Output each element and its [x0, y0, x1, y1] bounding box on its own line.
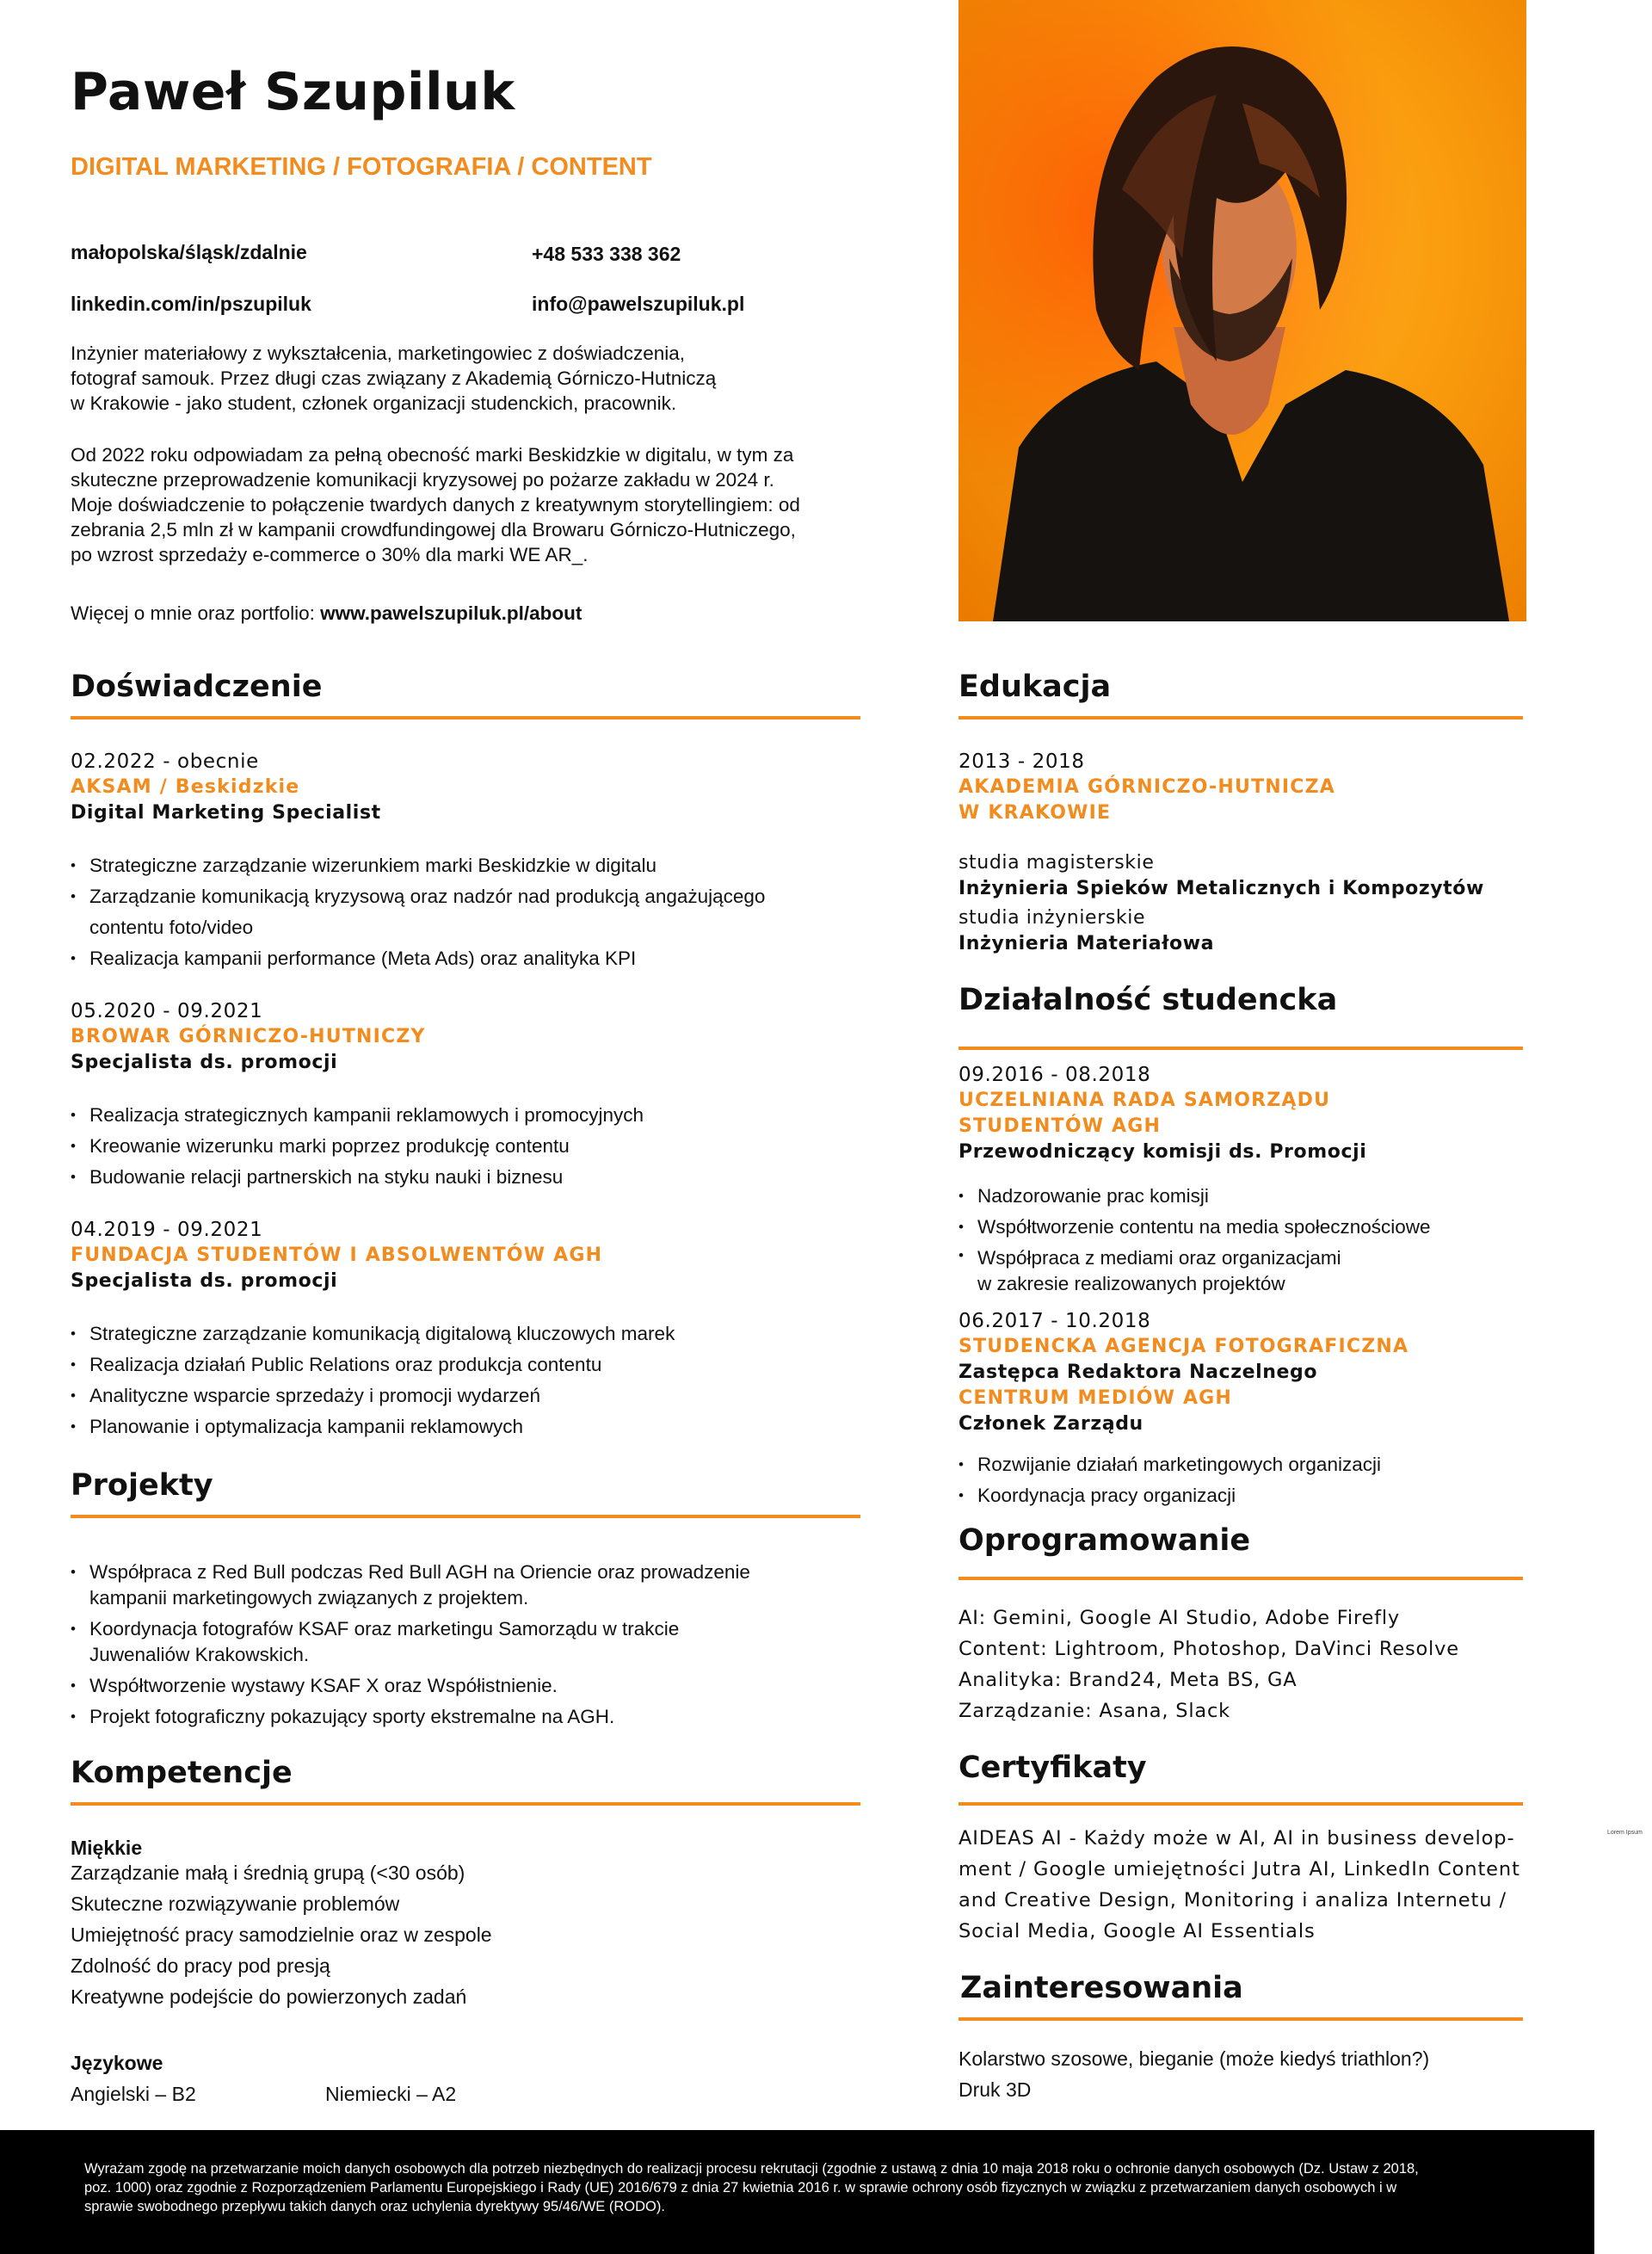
list-item: • Koordynacja pracy organizacji — [959, 1480, 1526, 1511]
list-item: • Realizacja strategicznych kampanii reklamowych i promocyjnych — [71, 1100, 879, 1131]
activity-1-duties — [959, 1181, 1526, 1297]
intro-paragraph-1: Inżynier materiałowy z wykształcenia, marketingowiec z doświadczenia, fotograf samouk. Przez długi czas związany z Akademią Górniczo-Hutniczą w Krakowie - jako student, członek organizacji studenckich, pracownik. — [71, 343, 717, 414]
software-divider — [959, 1577, 1523, 1580]
education-heading: Edukacja — [959, 670, 1112, 704]
list-item: • Strategiczne zarządzanie komunikacją digitalową kluczowych marek — [71, 1318, 879, 1349]
list-item: • Współtworzenie wystawy KSAF X oraz Współistnienie. — [71, 1673, 879, 1699]
activity-1-dates: 09.2016 - 08.2018 — [959, 1064, 1151, 1086]
linkedin-link[interactable]: linkedin.com/in/pszupiluk — [71, 293, 311, 315]
degree-level-1: studia magisterskie — [959, 852, 1155, 874]
experience-divider — [71, 716, 860, 719]
interests-list — [959, 2043, 1429, 2105]
activity-2-duties — [959, 1449, 1526, 1511]
education-divider — [959, 716, 1523, 719]
job-3-company: FUNDACJA STUDENTÓW I ABSOLWENTÓW AGH — [71, 1244, 603, 1266]
activity-1-org-line-1: UCZELNIANA RADA SAMORZĄDU — [959, 1090, 1331, 1111]
competences-divider — [71, 1802, 860, 1806]
job-1-dates: 02.2022 - obecnie — [71, 750, 259, 773]
list-item: Druk 3D — [959, 2078, 1032, 2101]
list-item: • Rozwijanie działań marketingowych organizacji — [959, 1449, 1526, 1480]
soft-skills-list — [71, 1857, 492, 2012]
job-2-dates: 05.2020 - 09.2021 — [71, 1000, 263, 1022]
job-2-role: Specjalista ds. promocji — [71, 1052, 338, 1073]
tiny-label: Lorem Ipsum — [1607, 1830, 1643, 1836]
job-3-duties — [71, 1318, 879, 1442]
job-1-duties — [71, 850, 879, 974]
candidate-name: Paweł Szupiluk — [71, 62, 515, 122]
competences-heading: Kompetencje — [71, 1756, 293, 1790]
degree-field-2: Inżynieria Materiałowa — [959, 933, 1215, 954]
student-activity-divider — [959, 1047, 1523, 1050]
profile-photo — [959, 0, 1526, 621]
activity-1-org-line-2: STUDENTÓW AGH — [959, 1115, 1162, 1137]
list-item: • Strategiczne zarządzanie wizerunkiem marki Beskidzkie w digitalu — [71, 850, 879, 881]
job-2-company: BROWAR GÓRNICZO-HUTNICZY — [71, 1026, 426, 1047]
portfolio-line: Więcej o mnie oraz portfolio: www.pawelszupiluk.pl/about — [71, 602, 583, 624]
consent-footer — [0, 2130, 1594, 2254]
projects-list — [71, 1559, 879, 1735]
list-item: Skuteczne rozwiązywanie problemów — [71, 1893, 400, 1915]
list-item: • Planowanie i optymalizacja kampanii reklamowych — [71, 1411, 879, 1442]
job-1-company: AKSAM / Beskidzkie — [71, 776, 300, 798]
projects-divider — [71, 1515, 860, 1518]
list-item: • Współpraca z Red Bull podczas Red Bull AGH na Oriencie oraz prowadzenie kampanii marketingowych związanych z projektem. — [71, 1559, 879, 1611]
portfolio-link[interactable]: www.pawelszupiluk.pl/about — [320, 602, 583, 624]
activity-2-dates: 06.2017 - 10.2018 — [959, 1310, 1151, 1332]
interests-heading: Zainteresowania — [960, 1971, 1243, 2005]
language-heading: Językowe — [71, 2052, 163, 2074]
degree-field-1: Inżynieria Spieków Metalicznych i Kompozytów — [959, 878, 1484, 899]
list-item: • Nadzorowanie prac komisji — [959, 1181, 1526, 1212]
portrait-illustration — [959, 0, 1526, 621]
list-item: • Współtworzenie contentu na media społecznościowe — [959, 1212, 1526, 1243]
activity-2-role-2: Członek Zarządu — [959, 1413, 1143, 1435]
list-item: • Zarządzanie komunikacją kryzysową oraz nadzór nad produkcją angażującego contentu foto/video — [71, 881, 879, 943]
email-link[interactable]: info@pawelszupiluk.pl — [532, 293, 745, 315]
list-item: • Kreowanie wizerunku marki poprzez produkcję contentu — [71, 1131, 879, 1162]
certificates-heading: Certyfikaty — [959, 1751, 1147, 1785]
location: małopolska/śląsk/zdalnie — [71, 241, 307, 263]
soft-skills-heading: Miękkie — [71, 1837, 143, 1859]
activity-2-org-2: CENTRUM MEDIÓW AGH — [959, 1387, 1233, 1409]
list-item: • Realizacja działań Public Relations oraz produkcja contentu — [71, 1349, 879, 1380]
software-heading: Oprogramowanie — [959, 1523, 1251, 1558]
language-german: Niemiecki – A2 — [325, 2083, 457, 2105]
student-activity-heading: Działalność studencka — [959, 983, 1338, 1017]
education-dates: 2013 - 2018 — [959, 750, 1085, 773]
list-item: • Analityczne wsparcie sprzedaży i promocji wydarzeń — [71, 1380, 879, 1411]
list-item: AI: Gemini, Google AI Studio, Adobe Firefly — [959, 1607, 1401, 1629]
software-list — [959, 1603, 1459, 1726]
list-item: • Koordynacja fotografów KSAF oraz marketingu Samorządu w trakcie Juwenaliów Krakowskich. — [71, 1616, 879, 1668]
interests-divider — [959, 2017, 1523, 2021]
intro-paragraph-2: Od 2022 roku odpowiadam za pełną obecność marki Beskidzkie w digitalu, w tym za skuteczne przeprowadzenie komunikacji kryzysowej po pożarze zakładu w 2024 r. Moje doświadczenie to połączenie twardych danych z kreatywnym storytellingiem: od zebrania 2,5 mln zł w kampanii crowdfundingowej dla Browaru Górniczo-Hutniczego, po wzrost sprzedaży e-commerce o 30% dla marki WE AR_. — [71, 444, 800, 565]
consent-text: Wyrażam zgodę na przetwarzanie moich danych osobowych dla potrzeb niezbędnych do realizacji procesu rekrutacji (zgodnie z ustawą z dnia 10 maja 2018 roku o ochronie danych osobowych (Dz. Ustaw z 2018, poz. 1000) oraz zgodnie z Rozporządzeniem Parlamentu Europejskiego i Rady (UE) 2016/679 z dnia 27 kwietnia 2016 r. w sprawie ochrony osób fizycznych w związku z przetwarzaniem danych osobowych i w sprawie swobodnego przepływu takich danych oraz uchylenia dyrektywy 95/46/WE (RODO). — [84, 2161, 1419, 2214]
activity-2-org-1: STUDENCKA AGENCJA FOTOGRAFICZNA — [959, 1336, 1409, 1357]
list-item: Content: Lightroom, Photoshop, DaVinci Resolve — [959, 1638, 1459, 1660]
tagline: DIGITAL MARKETING / FOTOGRAFIA / CONTENT — [71, 153, 652, 181]
list-item: Kolarstwo szosowe, bieganie (może kiedyś triathlon?) — [959, 2047, 1430, 2070]
job-2-duties — [71, 1100, 879, 1193]
list-item: • Budowanie relacji partnerskich na styku nauki i biznesu — [71, 1162, 879, 1193]
language-english: Angielski – B2 — [71, 2083, 196, 2105]
school-name-line-1: AKADEMIA GÓRNICZO-HUTNICZA — [959, 776, 1335, 798]
school-name-line-2: W KRAKOWIE — [959, 802, 1112, 824]
list-item: Analityka: Brand24, Meta BS, GA — [959, 1669, 1298, 1691]
job-3-role: Specjalista ds. promocji — [71, 1270, 338, 1292]
list-item: Umiejętność pracy samodzielnie oraz w zespole — [71, 1924, 492, 1946]
activity-2-role-1: Zastępca Redaktora Naczelnego — [959, 1362, 1318, 1383]
list-item: Zarządzanie małą i średnią grupą (<30 osób) — [71, 1862, 465, 1884]
job-3-dates: 04.2019 - 09.2021 — [71, 1219, 263, 1241]
certificates-text: AIDEAS AI - Każdy może w AI, AI in business develop- ment / Google umiejętności Jutra AI, LinkedIn Content and Creative Design, Monitoring i analiza Internetu / Social Media, Google AI Essentials — [959, 1827, 1520, 1942]
list-item: Kreatywne podejście do powierzonych zadań — [71, 1985, 467, 2008]
experience-heading: Doświadczenie — [71, 670, 323, 704]
job-1-role: Digital Marketing Specialist — [71, 802, 381, 824]
degree-level-2: studia inżynierskie — [959, 907, 1146, 929]
certificates-divider — [959, 1802, 1523, 1806]
list-item: • Współpraca z mediami oraz organizacjami w zakresie realizowanych projektów — [959, 1243, 1526, 1297]
projects-heading: Projekty — [71, 1468, 213, 1503]
activity-1-role: Przewodniczący komisji ds. Promocji — [959, 1141, 1367, 1163]
list-item: • Projekt fotograficzny pokazujący sporty ekstremalne na AGH. — [71, 1704, 879, 1730]
list-item: Zdolność do pracy pod presją — [71, 1954, 330, 1977]
list-item: • Realizacja kampanii performance (Meta Ads) oraz analityka KPI — [71, 943, 879, 974]
list-item: Zarządzanie: Asana, Slack — [959, 1700, 1230, 1722]
phone[interactable]: +48 533 338 362 — [532, 243, 681, 265]
